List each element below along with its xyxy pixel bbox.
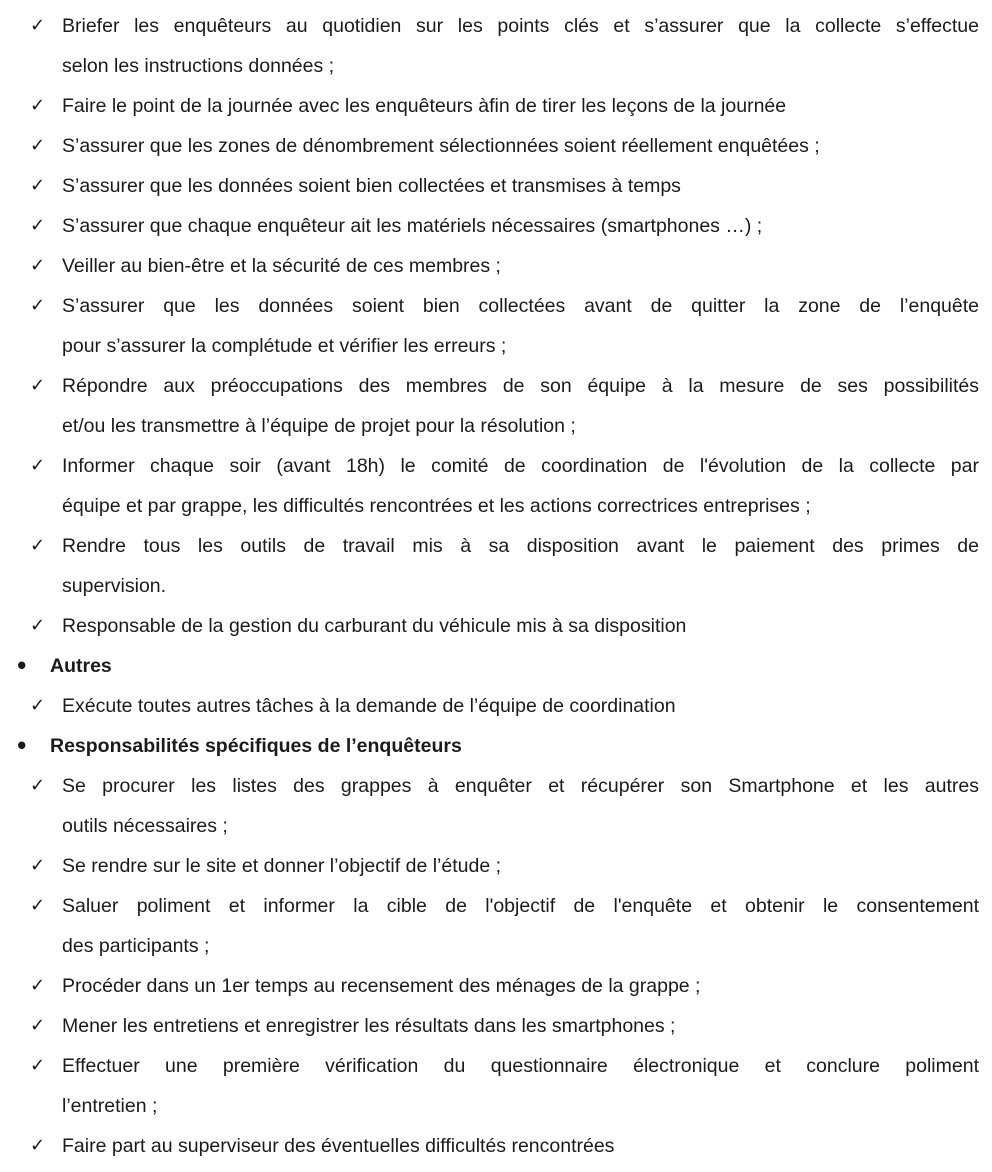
check-bullet-icon: ✓ [30,1135,46,1156]
text-line: Saluer poliment et informer la cible de l'objectif de l'enquête et obtenir le consentement [62,895,979,917]
list-item [0,86,992,126]
check-bullet-icon: ✓ [30,975,46,996]
text-line: Faire part au superviseur des éventuelles difficultés rencontrées [62,1135,615,1157]
check-bullet-icon: ✓ [30,255,46,276]
text-line: Responsable de la gestion du carburant du véhicule mis à sa disposition [62,615,687,637]
list-item-text [62,286,979,366]
check-bullet-icon: ✓ [30,175,46,196]
text-line: Informer chaque soir (avant 18h) le comité de coordination de l'évolution de la collecte par [62,455,979,477]
list-item [0,446,992,526]
list-item-text [62,86,979,126]
check-bullet-icon: ✓ [30,895,46,916]
list-item-text [62,1046,979,1126]
check-bullet-icon: ✓ [30,15,46,36]
text-line: Procéder dans un 1er temps au recensement des ménages de la grappe ; [62,975,701,997]
text-line: Se rendre sur le site et donner l’objectif de l’étude ; [62,855,502,877]
check-bullet-icon: ✓ [30,1055,46,1076]
text-line: selon les instructions données ; [62,55,335,77]
dot-bullet-icon: • [15,734,29,758]
list-item [0,846,992,886]
check-bullet-icon: ✓ [30,775,46,796]
text-line: S’assurer que chaque enquêteur ait les matériels nécessaires (smartphones …) ; [62,215,763,237]
list-item [0,606,992,646]
document-body [0,6,992,1166]
text-line: S’assurer que les données soient bien collectées et transmises à temps [62,175,681,197]
text-line: outils nécessaires ; [62,815,228,837]
list-item [0,1046,992,1126]
text-line: Mener les entretiens et enregistrer les résultats dans les smartphones ; [62,1015,676,1037]
list-item-text [62,206,979,246]
list-item [0,526,992,606]
text-line: supervision. [62,575,167,597]
list-item-text [62,966,979,1006]
list-item [0,126,992,166]
check-bullet-icon: ✓ [30,615,46,636]
text-line: pour s’assurer la complétude et vérifier les erreurs ; [62,335,507,357]
text-line: Se procurer les listes des grappes à enquêter et récupérer son Smartphone et les autres [62,775,979,797]
text-line: et/ou les transmettre à l’équipe de projet pour la résolution ; [62,415,576,437]
list-item-text [62,686,979,726]
text-line: Exécute toutes autres tâches à la demande de l’équipe de coordination [62,695,676,717]
list-item-text [62,166,979,206]
check-bullet-icon: ✓ [30,215,46,236]
text-line: Veiller au bien-être et la sécurité de ces membres ; [62,255,501,277]
list-item [0,726,992,766]
text-line: Effectuer une première vérification du questionnaire électronique et conclure poliment [62,1055,979,1077]
underlined-semicolon: ; [805,495,811,517]
check-bullet-icon: ✓ [30,295,46,316]
list-item-text [62,446,979,526]
list-item [0,1126,992,1166]
list-item [0,886,992,966]
list-item-text [62,886,979,966]
text-line: S’assurer que les zones de dénombrement sélectionnées soient réellement enquêtées ; [62,135,820,157]
list-item-text [50,646,979,686]
text-line: Rendre tous les outils de travail mis à sa disposition avant le paiement des primes de [62,535,979,557]
list-item-text [62,126,979,166]
text-line: S’assurer que les données soient bien collectées avant de quitter la zone de l’enquête [62,295,979,317]
list-item [0,6,992,86]
list-item [0,286,992,366]
list-item-text [62,526,979,606]
text-line: Briefer les enquêteurs au quotidien sur les points clés et s’assurer que la collecte s’effectue [62,15,979,37]
text-line: équipe et par grappe, les difficultés rencontrées et les actions correctrices entreprises ; [62,495,811,517]
list-item-text [62,606,979,646]
text-line: Autres [50,655,112,677]
check-bullet-icon: ✓ [30,855,46,876]
list-item-text [62,766,979,846]
list-item-text [62,6,979,86]
list-item [0,206,992,246]
list-item [0,766,992,846]
text-line: l’entretien ; [62,1095,158,1117]
check-bullet-icon: ✓ [30,455,46,476]
list-item-text [62,846,979,886]
check-bullet-icon: ✓ [30,695,46,716]
list-item [0,166,992,206]
text-line: Responsabilités spécifiques de l’enquêteurs [50,735,462,757]
list-item [0,646,992,686]
text-line: Faire le point de la journée avec les enquêteurs àfin de tirer les leçons de la journée [62,95,787,117]
list-item-text [62,366,979,446]
list-item-text [62,1006,979,1046]
list-item-text [62,1126,979,1166]
list-item [0,966,992,1006]
dot-bullet-icon: • [15,654,29,678]
list-item [0,246,992,286]
list-item-text [50,726,979,766]
list-item [0,686,992,726]
list-item-text [62,246,979,286]
check-bullet-icon: ✓ [30,535,46,556]
text-line: Répondre aux préoccupations des membres de son équipe à la mesure de ses possibilités [62,375,979,397]
list-item [0,366,992,446]
check-bullet-icon: ✓ [30,135,46,156]
list-item [0,1006,992,1046]
check-bullet-icon: ✓ [30,375,46,396]
text-line: des participants ; [62,935,210,957]
check-bullet-icon: ✓ [30,1015,46,1036]
check-bullet-icon: ✓ [30,95,46,116]
